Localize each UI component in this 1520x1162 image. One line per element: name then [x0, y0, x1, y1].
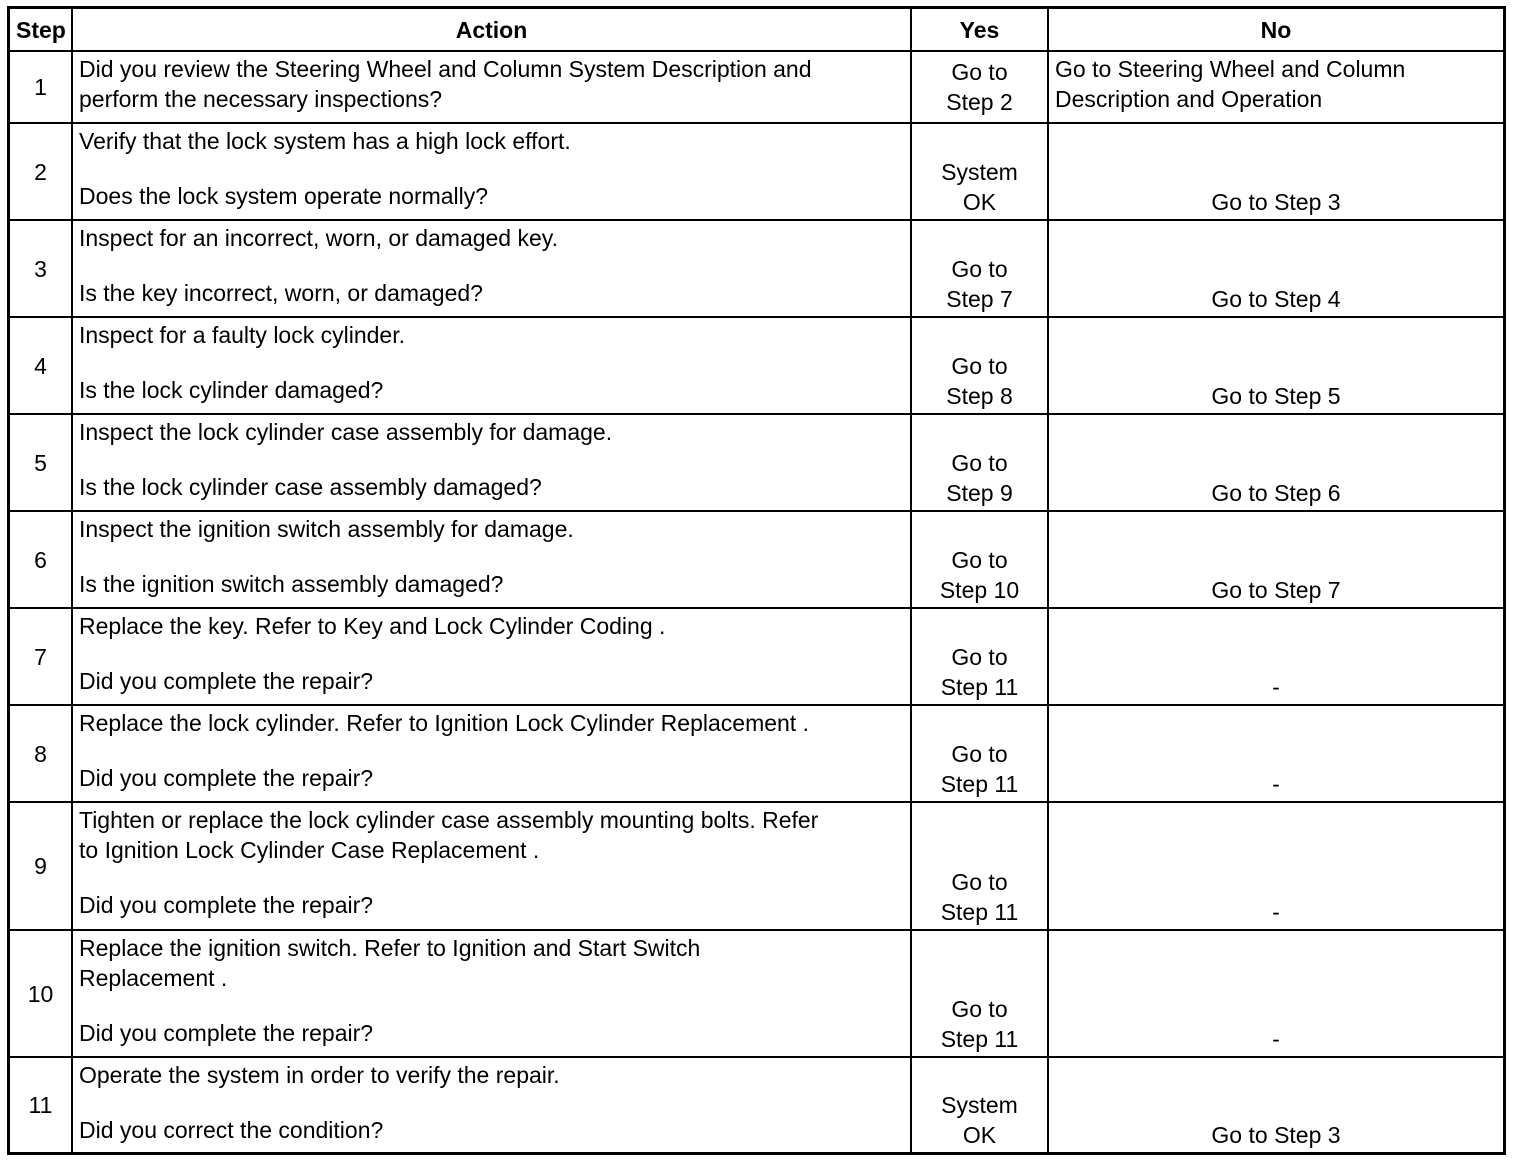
- step-number: 2: [10, 123, 72, 220]
- action-question: Did you complete the repair?: [79, 765, 374, 791]
- yes-text: Go to: [951, 450, 1008, 476]
- yes-cell: [911, 511, 1048, 608]
- no-cell: [1048, 51, 1503, 123]
- yes-text: Go to: [951, 869, 1008, 895]
- header-yes: Yes: [911, 9, 1048, 51]
- action-question: Is the ignition switch assembly damaged?: [79, 571, 504, 597]
- table-body: [10, 51, 1503, 1152]
- yes-text: Go to: [951, 59, 1008, 85]
- action-text: Did you review the Steering Wheel and Column System Description and: [79, 56, 812, 82]
- step-number: 9: [10, 802, 72, 930]
- action-spacer: [79, 865, 904, 890]
- table-row: [10, 1057, 1503, 1152]
- action-cell: [72, 414, 911, 511]
- action-cell: [72, 608, 911, 705]
- action-question: Is the lock cylinder damaged?: [79, 377, 384, 403]
- action-question: Is the lock cylinder case assembly damaged?: [79, 474, 542, 500]
- action-spacer: [79, 156, 904, 181]
- action-spacer: [79, 993, 904, 1018]
- action-cell: [72, 220, 911, 317]
- no-cell: [1048, 1057, 1503, 1152]
- table-row: [10, 51, 1503, 123]
- yes-cell: [911, 123, 1048, 220]
- yes-text: Go to: [951, 741, 1008, 767]
- step-number: 4: [10, 317, 72, 414]
- no-text: Go to Step 7: [1211, 577, 1341, 603]
- no-text: Go to Step 6: [1211, 480, 1341, 506]
- action-spacer: [79, 641, 904, 666]
- action-cell: [72, 930, 911, 1057]
- action-text: to Ignition Lock Cylinder Case Replacement .: [79, 837, 540, 863]
- yes-text: Step 11: [940, 899, 1019, 925]
- action-question: Does the lock system operate normally?: [79, 183, 489, 209]
- no-cell: [1048, 123, 1503, 220]
- step-number: 3: [10, 220, 72, 317]
- no-text: Description and Operation: [1055, 86, 1323, 112]
- table-row: [10, 705, 1503, 802]
- no-text: Go to Step 5: [1211, 383, 1341, 409]
- action-cell: [72, 317, 911, 414]
- step-number: 7: [10, 608, 72, 705]
- action-text: perform the necessary inspections?: [79, 86, 443, 112]
- yes-text: Go to: [951, 996, 1008, 1022]
- header-no: No: [1048, 9, 1503, 51]
- yes-text: Go to: [951, 644, 1008, 670]
- yes-cell: [911, 705, 1048, 802]
- no-text: Go to Steering Wheel and Column: [1055, 56, 1406, 82]
- step-number: 6: [10, 511, 72, 608]
- yes-text: Step 7: [946, 286, 1013, 312]
- yes-cell: [911, 930, 1048, 1057]
- no-cell: [1048, 511, 1503, 608]
- yes-text: Step 11: [940, 771, 1019, 797]
- action-question: Did you correct the condition?: [79, 1117, 384, 1143]
- header-action: Action: [72, 9, 911, 51]
- action-text: Operate the system in order to verify the repair.: [79, 1062, 560, 1088]
- yes-text: Step 11: [940, 674, 1019, 700]
- diagnostic-table: [10, 9, 1503, 1152]
- step-number: 8: [10, 705, 72, 802]
- step-number: 11: [10, 1057, 72, 1152]
- action-question: Did you complete the repair?: [79, 1020, 374, 1046]
- yes-cell: [911, 220, 1048, 317]
- no-text: -: [1272, 1026, 1280, 1052]
- no-cell: [1048, 705, 1503, 802]
- action-cell: [72, 705, 911, 802]
- yes-cell: [911, 51, 1048, 123]
- no-text: -: [1272, 899, 1280, 925]
- yes-text: Step 8: [946, 383, 1013, 409]
- yes-cell: [911, 414, 1048, 511]
- yes-text: System: [941, 1092, 1018, 1118]
- yes-cell: [911, 802, 1048, 930]
- yes-text: OK: [962, 189, 997, 215]
- no-cell: [1048, 317, 1503, 414]
- action-cell: [72, 123, 911, 220]
- yes-cell: [911, 608, 1048, 705]
- no-text: Go to Step 4: [1211, 286, 1341, 312]
- action-spacer: [79, 1090, 904, 1115]
- yes-text: Step 9: [946, 480, 1013, 506]
- no-cell: [1048, 802, 1503, 930]
- action-question: Did you complete the repair?: [79, 668, 374, 694]
- action-text: Inspect for an incorrect, worn, or damaged key.: [79, 225, 558, 251]
- action-spacer: [79, 544, 904, 569]
- step-number: 10: [10, 930, 72, 1057]
- action-text: Inspect the ignition switch assembly for damage.: [79, 516, 574, 542]
- action-question: Is the key incorrect, worn, or damaged?: [79, 280, 483, 306]
- action-spacer: [79, 738, 904, 763]
- step-number: 1: [10, 51, 72, 123]
- yes-cell: [911, 317, 1048, 414]
- no-cell: [1048, 608, 1503, 705]
- no-cell: [1048, 414, 1503, 511]
- table-row: [10, 930, 1503, 1057]
- yes-text: Step 2: [946, 89, 1013, 115]
- table-row: [10, 414, 1503, 511]
- yes-text: System: [941, 159, 1018, 185]
- action-text: Inspect the lock cylinder case assembly for damage.: [79, 419, 613, 445]
- action-text: Replace the ignition switch. Refer to Ignition and Start Switch: [79, 935, 701, 961]
- action-spacer: [79, 447, 904, 472]
- action-text: Replace the key. Refer to Key and Lock Cylinder Coding .: [79, 613, 666, 639]
- table-row: [10, 802, 1503, 930]
- table-row: [10, 123, 1503, 220]
- action-text: Replacement .: [79, 965, 228, 991]
- action-text: Replace the lock cylinder. Refer to Ignition Lock Cylinder Replacement .: [79, 710, 809, 736]
- action-cell: [72, 51, 911, 123]
- no-text: -: [1272, 771, 1280, 797]
- step-number: 5: [10, 414, 72, 511]
- no-text: -: [1272, 674, 1280, 700]
- yes-text: Step 11: [940, 1026, 1019, 1052]
- action-question: Did you complete the repair?: [79, 892, 374, 918]
- action-spacer: [79, 350, 904, 375]
- action-text: Inspect for a faulty lock cylinder.: [79, 322, 405, 348]
- yes-text: Step 10: [939, 577, 1020, 603]
- action-cell: [72, 511, 911, 608]
- table-row: [10, 220, 1503, 317]
- yes-text: OK: [962, 1122, 997, 1148]
- yes-text: Go to: [951, 353, 1008, 379]
- no-text: Go to Step 3: [1211, 1122, 1341, 1148]
- header-step: Step: [10, 9, 72, 51]
- action-cell: [72, 1057, 911, 1152]
- table-row: [10, 608, 1503, 705]
- action-cell: [72, 802, 911, 930]
- yes-text: Go to: [951, 256, 1008, 282]
- no-cell: [1048, 220, 1503, 317]
- action-text: Verify that the lock system has a high lock effort.: [79, 128, 571, 154]
- header-row: [10, 9, 1503, 51]
- no-cell: [1048, 930, 1503, 1057]
- diagnostic-table-frame: [7, 6, 1506, 1155]
- table-row: [10, 511, 1503, 608]
- action-spacer: [79, 253, 904, 278]
- action-text: Tighten or replace the lock cylinder case assembly mounting bolts. Refer: [79, 807, 819, 833]
- yes-text: Go to: [951, 547, 1008, 573]
- yes-cell: [911, 1057, 1048, 1152]
- no-text: Go to Step 3: [1211, 189, 1341, 215]
- table-row: [10, 317, 1503, 414]
